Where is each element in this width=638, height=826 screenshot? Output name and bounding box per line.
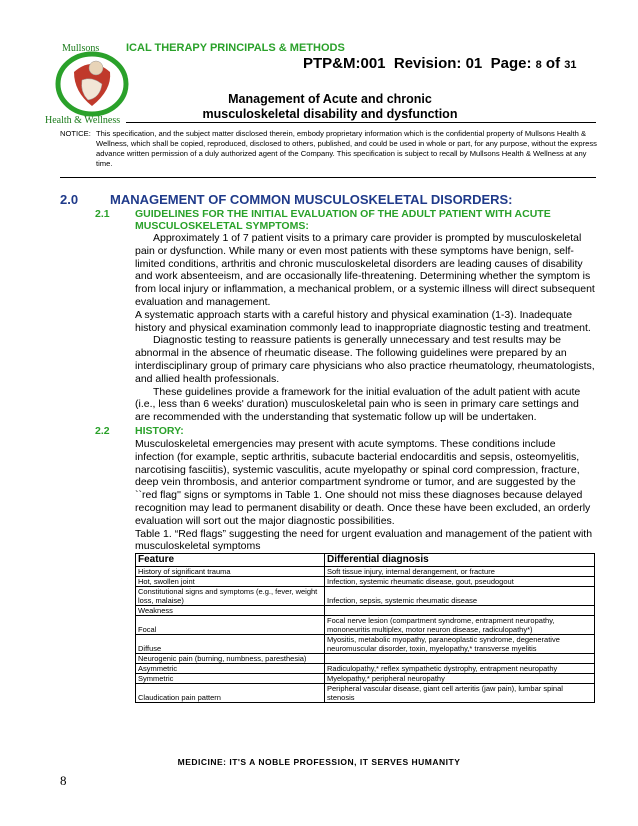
notice-label: NOTICE: <box>60 129 91 138</box>
header-divider <box>126 122 596 123</box>
column-header: Feature <box>136 554 325 567</box>
subsection-2-1-title-line2: MUSCULOSKELETAL SYMPTOMS: <box>135 220 309 232</box>
diagnosis-cell: Radiculopathy,* reflex sympathetic dystrophy, entrapment neuropathy <box>325 664 595 674</box>
subsection-2-2-number: 2.2 <box>95 425 110 437</box>
paragraph: Approximately 1 of 7 patient visits to a primary care provider is prompted by musculoskeletal pain or dysfunction. While many or even most patients with these symptoms have benign, self-limited conditions, arthritis and chronic musculoskeletal disorders are leading causes of disability and work absenteeism, and are occasionally life-threatening. Determining whether the symptom is from local injury or inflammation, a mechanical problem, or a systemic illness will direct subsequent evaluation and management. <box>135 232 595 308</box>
table-header-row <box>136 554 595 567</box>
page-number: 8 <box>60 773 67 788</box>
footer-motto: MEDICINE: IT'S A NOBLE PROFESSION, IT SERVES HUMANITY <box>177 757 461 767</box>
table-caption: Table 1. “Red flags” suggesting the need for urgent evaluation and management of the patient with musculoskeletal symptoms <box>135 528 593 552</box>
section-title: MANAGEMENT OF COMMON MUSCULOSKELETAL DISORDERS: <box>110 192 513 207</box>
table-row <box>136 606 595 616</box>
table-row <box>136 567 595 577</box>
feature-cell: Neurogenic pain (burning, numbness, paresthesia) <box>136 654 325 664</box>
table-row <box>136 616 595 635</box>
revision-value: 01 <box>465 55 483 72</box>
table-row <box>136 654 595 664</box>
section-number: 2.0 <box>60 192 79 207</box>
diagnosis-cell: Infection, systemic rheumatic disease, gout, pseudogout <box>325 577 595 587</box>
subsection-2-2-title: HISTORY: <box>135 425 184 437</box>
of-label: of <box>545 55 561 72</box>
subsection-2-1-number: 2.1 <box>95 208 110 220</box>
diagnosis-cell <box>325 654 595 664</box>
subsection-2-1-body <box>135 232 595 424</box>
diagnosis-cell: Myositis, metabolic myopathy, paraneoplastic syndrome, degenerative neuromuscular disorder, toxin, myelopathy,* transverse myelitis <box>325 635 595 654</box>
table-row <box>136 684 595 703</box>
feature-cell: Constitutional signs and symptoms (e.g., fever, weight loss, malaise) <box>136 587 325 606</box>
confidentiality-notice <box>60 129 600 169</box>
feature-cell: Focal <box>136 616 325 635</box>
diagnosis-cell: Peripheral vascular disease, giant cell arteritis (jaw pain), lumbar spinal stenosis <box>325 684 595 703</box>
red-flags-table <box>135 553 595 703</box>
document-title-line2: musculoskeletal disability and dysfunction <box>202 107 458 121</box>
logo-bottom-text: Health & Wellness <box>45 115 121 126</box>
table-row <box>136 587 595 606</box>
doc-id: PTP&M:001 <box>303 55 386 72</box>
subsection-2-1-title <box>135 208 551 232</box>
diagnosis-cell: Myelopathy,* peripheral neuropathy <box>325 674 595 684</box>
table-row <box>136 577 595 587</box>
page-label: Page: <box>490 55 532 72</box>
table-row <box>136 674 595 684</box>
notice-divider <box>60 177 596 178</box>
document-id-line <box>303 55 577 72</box>
notice-text: This specification, and the subject matter disclosed therein, embody proprietary information which is the confidential property of Mullsons Health & Wellness, which shall be copied, reproduced, disclosed to others, published, and could be used in whole or part, for any purpose, without the express advance written permission of a duly authorized agent of the Company. This specification is subject to recall by Mullsons Health & Wellness at any time. <box>96 129 597 168</box>
table-row <box>136 664 595 674</box>
feature-cell: History of significant trauma <box>136 567 325 577</box>
feature-cell: Diffuse <box>136 635 325 654</box>
column-header: Differential diagnosis <box>325 554 595 567</box>
header-section-line: ICAL THERAPY PRINCIPALS & METHODS <box>126 42 345 54</box>
feature-cell: Asymmetric <box>136 664 325 674</box>
diagnosis-cell: Soft tissue injury, internal derangement, or fracture <box>325 567 595 577</box>
diagnosis-cell: Focal nerve lesion (compartment syndrome, entrapment neuropathy, mononeuritis multiplex, motor neuron disease, radiculopathy*) <box>325 616 595 635</box>
subsection-2-2-body <box>135 438 595 528</box>
table-row <box>136 635 595 654</box>
document-title-line1: Management of Acute and chronic <box>228 92 432 106</box>
feature-cell: Weakness <box>136 606 325 616</box>
page-value: 8 <box>535 59 542 71</box>
paragraph: Musculoskeletal emergencies may present with acute symptoms. These conditions include infection (for example, septic arthritis, subacute bacterial endocarditis and sepsis, osteomyelitis, narcotising fasciitis), systemic vasculitis, acute myelopathy or spinal cord compression, fracture, deep vein thrombosis, and anterior compartment syndrome or tumor, and are suggested by the ``red flag'' signs or symptoms in Table 1. One should not miss these diagnoses because delayed recognition may lead to permanent disability or death. Once these have been excluded, an orderly evaluation will sort out the major diagnostic possibilities. <box>135 438 591 527</box>
subsection-2-1-title-line1: GUIDELINES FOR THE INITIAL EVALUATION OF THE ADULT PATIENT WITH ACUTE <box>135 208 551 220</box>
company-logo <box>52 42 132 122</box>
feature-cell: Symmetric <box>136 674 325 684</box>
feature-cell: Claudication pain pattern <box>136 684 325 703</box>
diagnosis-cell: Infection, sepsis, systemic rheumatic disease <box>325 587 595 606</box>
paragraph: A systematic approach starts with a careful history and physical examination (1-3). Inadequate history and physical examination commonly lead to inappropriate diagnostic testing and treatment. <box>135 308 591 334</box>
logo-top-text: Mullsons <box>62 43 100 54</box>
paragraph: These guidelines provide a framework for the initial evaluation of the adult patient with acute (i.e., less than 6 weeks' duration) musculoskeletal pain who is seen in primary care settings and are recommended with the understanding that systematic follow up will be undertaken. <box>135 385 581 424</box>
diagnosis-cell <box>325 606 595 616</box>
feature-cell: Hot, swollen joint <box>136 577 325 587</box>
revision-label: Revision: <box>393 55 462 72</box>
page-total: 31 <box>564 59 577 71</box>
paragraph: Diagnostic testing to reassure patients is generally unnecessary and test results may be abnormal in the absence of rheumatic disease. The following guidelines were prepared by an interdisciplinary group of primary care physicians who also practice rheumatology, rheumatologists, and allied health professionals. <box>135 334 595 385</box>
